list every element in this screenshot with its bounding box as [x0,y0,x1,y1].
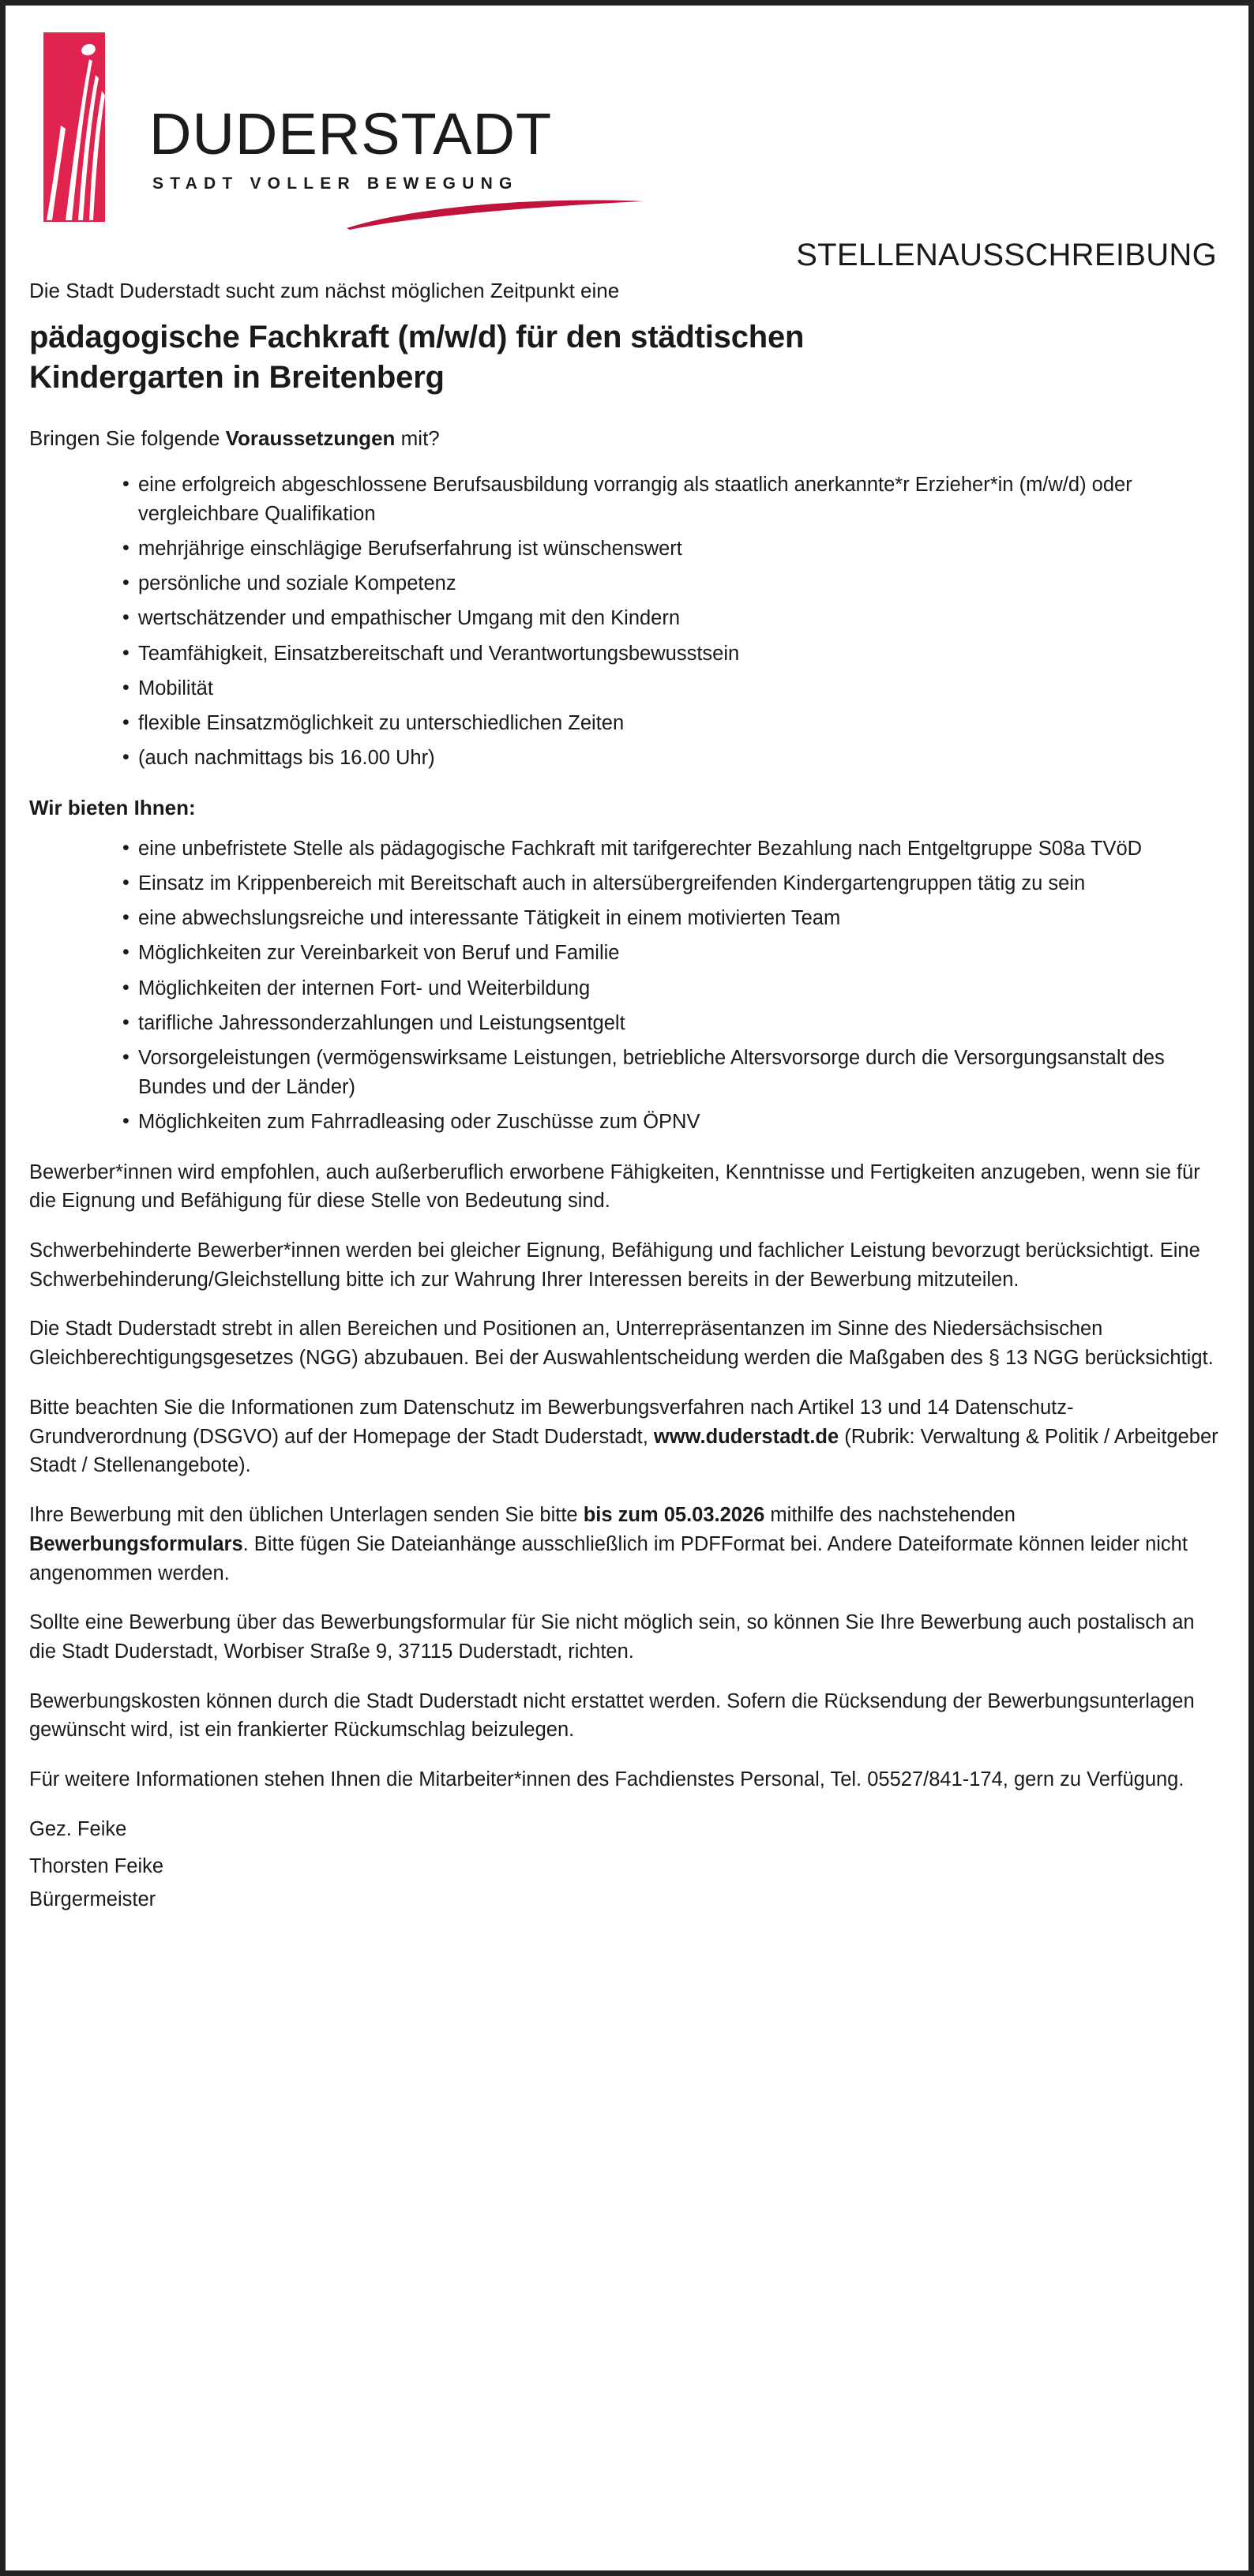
list-item: • mehrjährige einschlägige Berufserfahrung ist wünschenswert [122,534,1228,564]
application-form-label[interactable]: Bewerbungsformulars [29,1532,243,1555]
requirements-list [29,471,1228,774]
list-item: • Einsatz im Krippenbereich mit Bereitschaft auch in altersübergreifenden Kindergartengruppen tätig zu sein [122,869,1228,898]
list-item: • eine abwechslungsreiche und interessante Tätigkeit in einem motivierten Team [122,904,1228,933]
document-title: STELLENAUSSCHREIBUNG [796,238,1217,272]
offers-heading: Wir bieten Ihnen: [29,795,196,819]
list-item: • Teamfähigkeit, Einsatzbereitschaft und Verantwortungsbewusstsein [122,639,1228,669]
apply-text-1: Ihre Bewerbung mit den üblichen Unterlagen senden Sie bitte [29,1504,584,1527]
duderstadt-flame-mark-icon [43,32,105,222]
website-link[interactable]: www.duderstadt.de [653,1425,839,1448]
lead-sentence: Die Stadt Duderstadt sucht zum nächst möglichen Zeitpunkt eine [29,279,620,302]
signature-role: Bürgermeister [29,1888,156,1911]
apply-text-3: . Bitte fügen Sie Dateianhänge ausschließlich im PDFFormat bei. Andere Dateiformate können leider nicht angenommen werden. [29,1532,1188,1584]
list-item: • Möglichkeiten zur Vereinbarkeit von Beruf und Familie [122,939,1228,968]
application-deadline: bis zum 05.03.2026 [583,1504,765,1527]
list-item: • eine unbefristete Stelle als pädagogische Fachkraft mit tarifgerechter Bezahlung nach Entgeltgruppe S08a TVöD [122,834,1228,864]
list-item: • persönliche und soziale Kompetenz [122,569,1228,598]
list-item: • Mobilität [122,674,1228,703]
requirements-heading-bold: Voraussetzungen [225,426,396,451]
city-logo [29,23,1228,234]
logo-wordmark: DUDERSTADT [149,101,553,167]
list-item: • Möglichkeiten zum Fahrradleasing oder Zuschüsse zum ÖPNV [122,1108,1228,1137]
paragraph-costs: Bewerbungskosten können durch die Stadt Duderstadt nicht erstattet werden. Sofern die Rücksendung der Bewerbungsunterlagen gewünscht wird, ist ein frankierter Rückumschlag beizulegen. [29,1689,1195,1742]
list-item: • tarifliche Jahressonderzahlungen und Leistungsentgelt [122,1009,1228,1038]
paragraph-application [29,1501,1228,1588]
paragraph-disability: Schwerbehinderte Bewerber*innen werden bei gleicher Eignung, Befähigung und fachlicher Leistung bevorzugt berücksichtigt. Eine Schwerbehinderung/Gleichstellung bitte ich zur Wahrung Ihrer Interessen bereits in der Bewerbung mitzuteilen. [29,1239,1200,1291]
logo-tagline: STADT VOLLER BEWEGUNG [152,174,519,193]
list-item: • Vorsorgeleistungen (vermögenswirksame Leistungen, betriebliche Altersvorsorge durch die Versorgungsanstalt des Bundes und der Länder) [122,1044,1228,1102]
paragraph-contact: Für weitere Informationen stehen Ihnen die Mitarbeiter*innen des Fachdienstes Personal, Tel. 05527/841-174, gern zu Verfügung. [29,1768,1185,1791]
paragraph-privacy [29,1393,1228,1480]
paragraph-postal-address: Sollte eine Bewerbung über das Bewerbungsformular für Sie nicht möglich sein, so können Sie Ihre Bewerbung auch postalisch an die Stadt Duderstadt, Worbiser Straße 9, 37115 Duderstadt, richten. [29,1611,1195,1663]
paragraph-qualifications: Bewerber*innen wird empfohlen, auch außerberuflich erworbene Fähigkeiten, Kenntnisse und Fertigkeiten anzugeben, wenn sie für die Eignung und Befähigung für diese Stelle von Bedeutung sind. [29,1161,1200,1213]
list-item: • (auch nachmittags bis 16.00 Uhr) [122,744,1228,773]
privacy-text-pre: Bitte beachten Sie die Informationen zum Datenschutz im Bewerbungsverfahren nach Artikel 13 und 14 Datenschutz-Grundverordnung (DSGVO) auf der Homepage der Stadt Duderstadt, [29,1396,1074,1448]
job-title [29,317,1228,398]
list-item: • wertschätzender und empathischer Umgang mit den Kindern [122,604,1228,633]
apply-text-2: mithilfe des nachstehenden [764,1504,1016,1527]
list-item: • eine erfolgreich abgeschlossene Berufsausbildung vorrangig als staatlich anerkannte*r Erzieher*in (m/w/d) oder vergleichbare Qualifikation [122,471,1228,529]
requirements-heading [29,425,1228,452]
signature-gez: Gez. Feike [29,1817,127,1840]
requirements-heading-post: mit? [395,426,440,451]
privacy-text-post: (Rubrik: Verwaltung & Politik / Arbeitgeber Stadt / Stellenangebote). [29,1425,1218,1477]
page-inner [6,6,1248,2570]
list-item: • flexible Einsatzmöglichkeit zu unterschiedlichen Zeiten [122,709,1228,738]
list-item: • Möglichkeiten der internen Fort- und Weiterbildung [122,974,1228,1003]
job-title-line-1: pädagogische Fachkraft (m/w/d) für den städtischen [29,320,805,355]
paragraph-equality: Die Stadt Duderstadt strebt in allen Bereichen und Positionen an, Unterrepräsentanzen im Sinne des Niedersächsischen Gleichberechtigungsgesetzes (NGG) abzubauen. Bei der Auswahlentscheidung werden die Maßgaben des § 13 NGG berücksichtigt. [29,1318,1214,1370]
logo-swoosh-icon [345,198,645,230]
signature-name: Thorsten Feike [29,1854,164,1877]
job-title-line-2: Kindergarten in Breitenberg [29,360,445,396]
requirements-heading-pre: Bringen Sie folgende [29,426,226,451]
offers-list [29,834,1228,1138]
